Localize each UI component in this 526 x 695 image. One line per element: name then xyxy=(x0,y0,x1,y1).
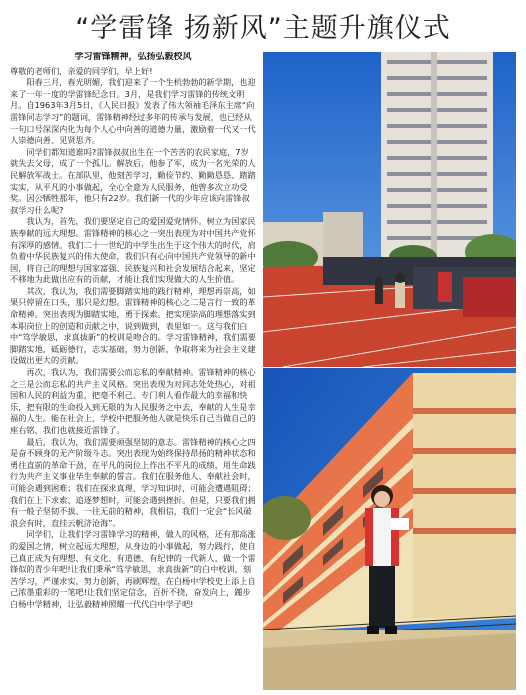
speech-paragraph: 同学们都知道谁吗?雷锋叔叔出生在一个苦苦的农民家庭，7岁就失去父母，成了一个孤儿。解放后，他参了军，成为一名光荣的人民解放军战士。在部队里，他刻苦学习，勤俭节约、勤勤恳恳、踏踏实实，从平凡的小事做起，全心全意为人民服务，他曾多次立功受奖。因公牺牲那年，他只有22岁。我们新一代的少年应该向雷锋叔叔学习什么呢? xyxy=(10,146,256,215)
flag-ceremony-illustration xyxy=(263,52,516,367)
speech-paragraph: 其次，我认为，我们需要脚踏实地的践行精神，理想再崇高，如果只停留在口头，那只是幻想。雷锋精神的核心之二是言行一致的革命精神。突出表现为脚踏实地，勇于探索。把实现崇高的理想落实到本职岗位上的创造和贡献之中，说到做到，表里如一。这与我们白中“笃学敏思，求真拔新”的校训是吻合的。学习雷锋精神，我们需要脚踏实地，砥砺德行，志实基础，努力创新，争取将来为社会主义建设做出更大的贡献。 xyxy=(10,285,256,366)
speech-title: 学习雷锋精神，弘扬弘毅校风 xyxy=(74,52,192,62)
speech-text-column xyxy=(10,52,256,692)
page-title: “学雷锋 扬新风”主题升旗仪式 xyxy=(75,13,451,44)
student-speech-photo xyxy=(263,368,516,690)
speech-paragraph: 尊敬的老师们，亲爱的同学们，早上好! xyxy=(10,65,153,76)
speech-paragraph: 最后，我认为，我们需要顽强坚韧的意志。雷锋精神的核心之四是奋不顾身的无产阶级斗志。突出表现为始终保持昂扬的精神状态和勇往直前的革命干劲，在平凡的岗位上作出不平凡的成绩，用生命践行为共产主义事业毕生奉献的誓言。我们在服务他人、奉献社会时，可能会遇到困难；我们在探求真理、学习知识时，可能会遭遇阻碍；我们在上下求索、追逐梦想时，可能会遇到挫折。但是，只要我们拥有一般子坚韧不拔、一往无前的精神，我相信，我们一定会“长风破浪会有时，直挂云帆济沧海”。 xyxy=(10,436,256,528)
speech-paragraph: 再次，我认为，我们需要公而忘私的奉献精神。雷锋精神的核心之三是公而忘私的共产主义风格。突出表现为对同志处处热心，对祖国和人民的利益为重，把毫不利己、专门利人看作最大的幸福和快乐，把有限的生命投入到无限的为人民服务之中去，奉献的人生是幸福的人生。能在社会上，学校中把服务他人就是快乐自己当做自己的座右铭，我们也就接近雷锋了。 xyxy=(10,367,256,435)
speech-paragraph: 我认为，首先，我们要坚定自己的爱国爱党情怀。树立为国家民族奉献的远大理想。雷锋精神的核心之一突出表现为对中国共产党怀有深厚的感情。我们二十一世纪的中学生出生于这个伟大的时代，肩负着中华民族复兴的伟大使命，我们只有心向中国共产党领导的新中国，将自己的理想与国家富强、民族复兴和社会发展结合起来，坚定不移地为此做出应有的贡献，才能让我们实现做大的人生价值。 xyxy=(10,216,256,285)
speech-paragraph: 阳春三月，春光明媚，我们迎来了一个生机勃勃的新学期，也迎来了一年一度的学雷锋纪念日。3月，是我们学习雷锋的传统文明月。自1963年3月5日，《人民日报》发表了伟大领袖毛泽东主席“向雷锋同志学习”的题词，雷锋精神经过多年的传承与发展，也已经从一句口号深深内化为每个人心中向善的道德力量，激励着一代又一代人崇德向善、见贤思齐。 xyxy=(10,77,256,146)
flag-ceremony-photo xyxy=(263,52,516,367)
speech-paragraph: 同学们，让我们学习雷锋学习的精神，做人的风格，还有那高涨的爱国之情，树立起远大理想，从身边的小事做起，努力践行，使自己真正成为有理想、有文化、有道德、有纪律的一代新人，做一个雷锋似的青少年吧!让我们秉承“笃学敏思，求真拔新”的白中校训，刻苦学习，严谨求实，努力创新，再刷辉煌，在白杨中学校史上添上自己浓墨重彩的一笔吧!让我们坚定信念，百折不挠，奋发向上，踵步白杨中学精神，让弘毅精神照耀一代代白中学子吧! xyxy=(10,529,256,609)
school-building-illustration xyxy=(263,368,516,690)
